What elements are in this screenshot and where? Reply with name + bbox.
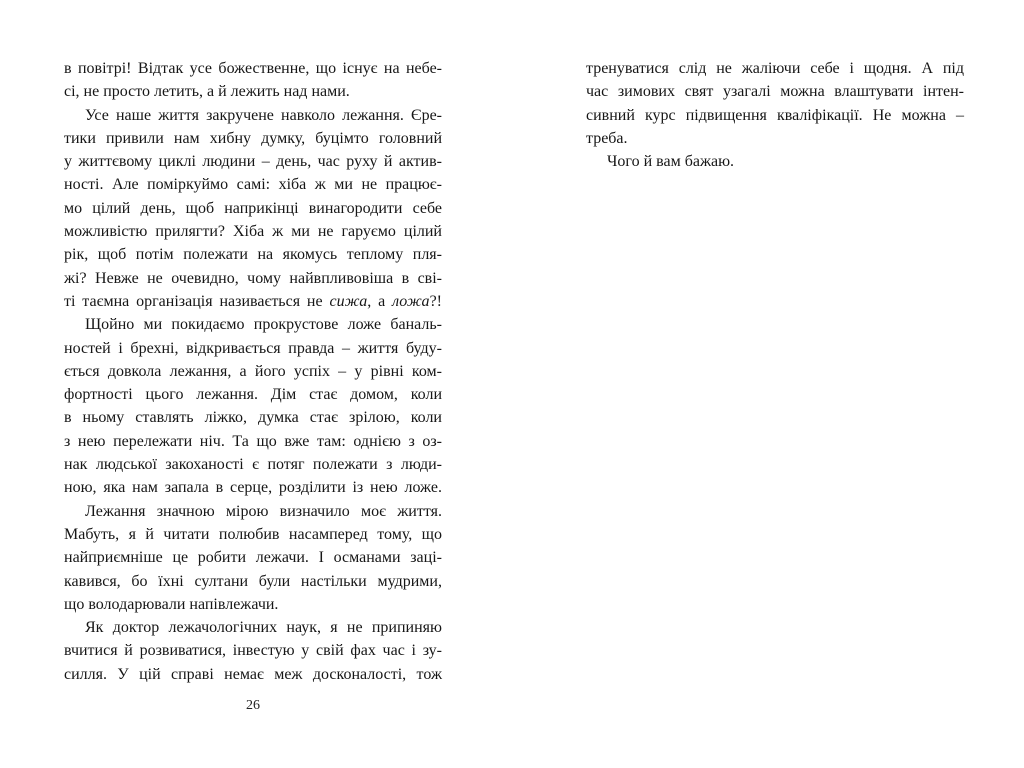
text-run: найприємніше це робити лежачи. І османами заці- — [64, 549, 442, 567]
text-line — [64, 476, 442, 499]
text-line — [64, 570, 442, 593]
page-number: 26 — [246, 698, 260, 713]
text-line — [64, 616, 442, 639]
text-run: мо цілий день, щоб наприкінці винагородити себе — [64, 199, 442, 217]
text-run: силля. У цій справі немає меж досконалості, тож — [64, 665, 442, 683]
text-line — [586, 104, 964, 127]
text-line — [586, 127, 964, 150]
text-line — [64, 639, 442, 662]
text-run: ною, яка нам запала в серце, розділити із нею ложе. — [64, 479, 442, 497]
text-line — [64, 80, 442, 103]
text-run: сі, не просто летить, а й лежить над нами. — [64, 83, 350, 101]
text-line — [64, 243, 442, 266]
text-run: , а — [367, 292, 393, 310]
text-line — [586, 80, 964, 103]
text-line — [64, 267, 442, 290]
text-line — [64, 593, 442, 616]
text-line — [64, 57, 442, 80]
italic-text-run: ложа — [392, 292, 430, 310]
right-page-text — [586, 57, 964, 173]
text-line — [64, 453, 442, 476]
text-run: вчитися й розвиватися, інвестую у свій фах час і зу- — [64, 642, 442, 660]
text-line — [64, 430, 442, 453]
text-line — [64, 313, 442, 336]
text-line — [64, 150, 442, 173]
text-run: в повітрі! Відтак усе божественне, що існує на небе- — [64, 60, 442, 77]
text-run: Чого й вам бажаю. — [607, 153, 735, 171]
text-line — [64, 360, 442, 383]
text-line — [64, 523, 442, 546]
text-line — [64, 173, 442, 196]
text-line — [64, 337, 442, 360]
left-page-text — [64, 57, 442, 686]
text-run: ностей і брехні, відкривається правда – життя буду- — [64, 339, 442, 357]
text-line — [64, 663, 442, 686]
text-line — [64, 290, 442, 313]
text-run: кавився, бо їхні султани були настільки мудрими, — [64, 572, 442, 590]
text-run: ється довкола лежання, а його успіх – у рівні ком- — [64, 362, 442, 380]
text-run: треба. — [586, 129, 628, 147]
text-run: ті таємна організація називається не — [64, 292, 330, 310]
text-run: Лежання значною мірою визначило моє життя. — [85, 502, 442, 520]
text-run: рік, щоб потім полежати на якомусь теплому пля- — [64, 246, 442, 264]
text-run: з нею перележати ніч. Та що вже там: однією з оз- — [64, 432, 442, 450]
text-line — [64, 127, 442, 150]
text-run: Щойно ми покидаємо прокрустове ложе баналь- — [85, 316, 442, 334]
text-line — [586, 57, 964, 80]
text-line — [586, 150, 964, 173]
text-run: що володарювали напівлежачи. — [64, 595, 279, 613]
text-run: тренуватися слід не жаліючи себе і щодня. А під — [586, 60, 964, 77]
text-run: жі? Невже не очевидно, чому найвпливовіша в сві- — [64, 269, 442, 287]
text-run: ності. Але поміркуймо самі: хіба ж ми не працює- — [64, 176, 442, 194]
text-line — [64, 546, 442, 569]
text-line — [64, 383, 442, 406]
text-run: Як доктор лежачологічних наук, я не припиняю — [85, 619, 442, 637]
italic-text-run: сижа — [329, 292, 368, 310]
text-line — [64, 406, 442, 429]
text-run: ?! — [429, 292, 442, 310]
text-run: тики привили нам хибну думку, буцімто головний — [64, 129, 442, 147]
text-run: сивний курс підвищення кваліфікації. Не можна – — [586, 106, 964, 124]
text-run: у життєвому циклі людини – день, час руху й актив- — [64, 153, 442, 171]
text-run: час зимових свят узагалі можна влаштувати інтен- — [586, 83, 964, 101]
text-run: нак людської закоханості є потяг полежати з люди- — [64, 456, 442, 474]
text-line — [64, 500, 442, 523]
text-line — [64, 197, 442, 220]
text-run: фортності цього лежання. Дім стає домом, коли — [64, 386, 442, 404]
text-line — [64, 104, 442, 127]
text-run: в ньому ставлять ліжко, думка стає зрілою, коли — [64, 409, 442, 427]
text-run: можливістю прилягти? Хіба ж ми не гаруємо цілий — [64, 223, 442, 241]
text-run: Усе наше життя закручене навколо лежання. Єре- — [85, 106, 442, 124]
text-line — [64, 220, 442, 243]
text-run: Мабуть, я й читати полюбив насамперед тому, що — [64, 525, 442, 543]
